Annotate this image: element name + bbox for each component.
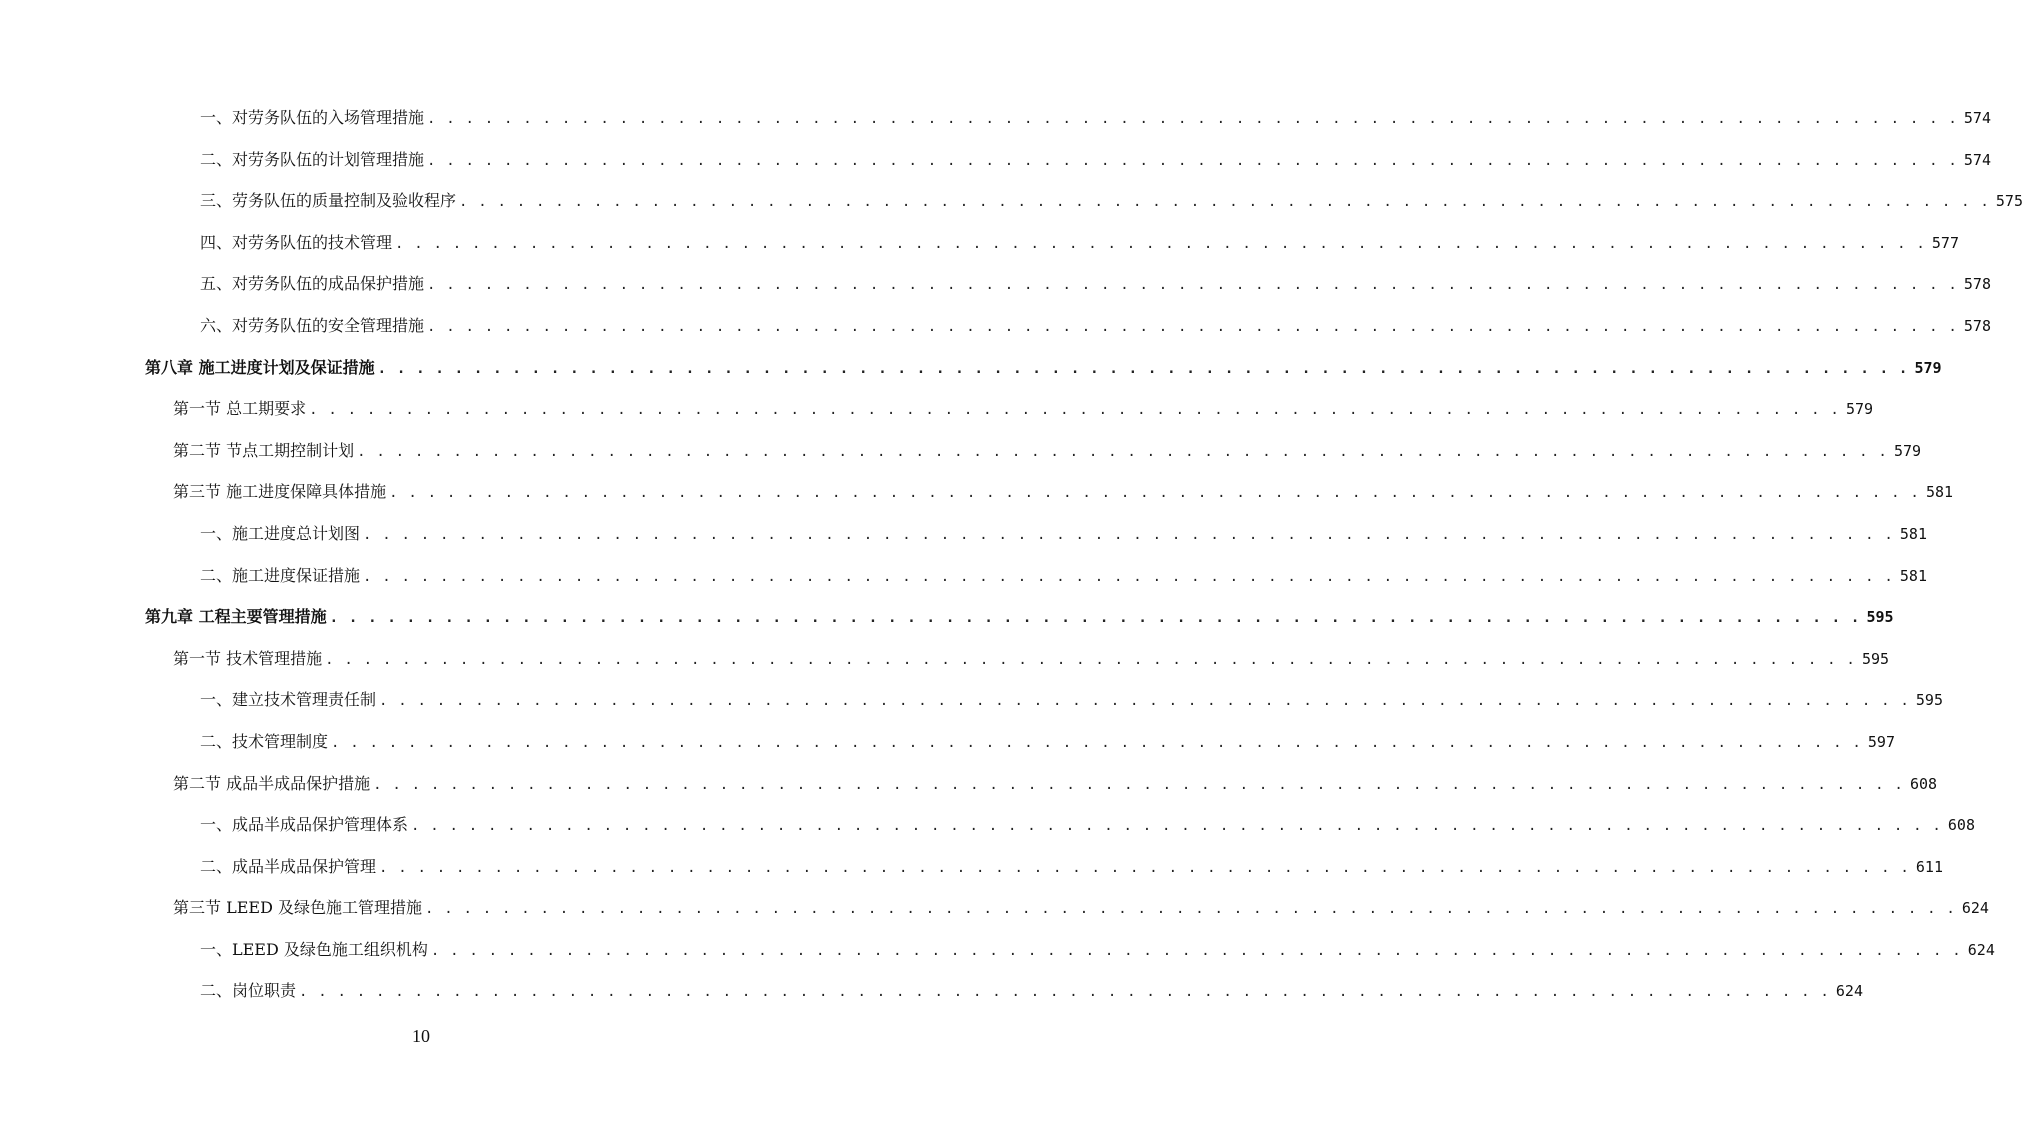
toc-entry-chapter[interactable]	[0, 347, 1942, 389]
table-of-contents	[0, 97, 2023, 1012]
toc-entry-title: 第三节 LEED 及绿色施工管理措施	[173, 898, 422, 918]
toc-entry-page: 577	[1931, 233, 1959, 252]
toc-entry-item[interactable]	[0, 679, 1943, 721]
dot-leader: . . . . . . . . . . . . . . . . . . . . . . . . . . . . . . . . . . . . . . . . . . . . . . . . . . . . . . . . . . . . . . . . . . . . . . . . . . . . . . . .	[427, 152, 1958, 169]
dot-leader: . . . . . . . . . . . . . . . . . . . . . . . . . . . . . . . . . . . . . . . . . . . . . . . . . . . . . . . . . . . . . . . . . . . . . . . . . . . . . . . .	[395, 235, 1926, 252]
toc-entry-title: 一、对劳务队伍的入场管理措施	[200, 108, 425, 127]
toc-entry-title: 一、施工进度总计划图	[200, 523, 361, 543]
toc-entry-title: 二、岗位职责	[200, 981, 297, 1001]
toc-entry-title: 二、对劳务队伍的计划管理措施	[200, 149, 425, 169]
toc-entry-section[interactable]	[0, 887, 1989, 929]
dot-leader: . . . . . . . . . . . . . . . . . . . . . . . . . . . . . . . . . . . . . . . . . . . . . . . . . . . . . . . . . . . . . . . . . . . . . . . . . . . . . . . .	[373, 776, 1905, 793]
toc-entry-title: 第一节 技术管理措施	[173, 648, 323, 668]
toc-entry-item[interactable]	[0, 263, 1991, 305]
toc-entry-item[interactable]	[0, 97, 1991, 139]
toc-entry-page: 595	[1861, 649, 1890, 668]
toc-entry-title: 第一节 总工期要求	[173, 399, 307, 419]
toc-entry-item[interactable]	[0, 929, 1995, 971]
dot-leader: . . . . . . . . . . . . . . . . . . . . . . . . . . . . . . . . . . . . . . . . . . . . . . . . . . . . . . . . . . . . . . . . . . . . . . . . . . . . . . . .	[427, 111, 1958, 127]
dot-leader: . . . . . . . . . . . . . . . . . . . . . . . . . . . . . . . . . . . . . . . . . . . . . . . . . . . . . . . . . . . . . . . . . . . . . . . . . . . . . . . .	[357, 443, 1889, 460]
toc-entry-title: 二、成品半成品保护管理	[200, 856, 377, 876]
dot-leader: . . . . . . . . . . . . . . . . . . . . . . . . . . . . . . . . . . . . . . . . . . . . . . . . . . . . . . . . . . . . . . . . . . . . . . . . . . . . . . . .	[299, 984, 1830, 1001]
toc-entry-section[interactable]	[0, 638, 1890, 680]
toc-entry-page: 624	[1961, 899, 1989, 918]
toc-entry-page: 579	[1914, 358, 1942, 377]
toc-entry-item[interactable]	[0, 804, 1975, 846]
toc-entry-item[interactable]	[0, 846, 1943, 888]
toc-entry-page: 608	[1947, 816, 1975, 835]
dot-leader: . . . . . . . . . . . . . . . . . . . . . . . . . . . . . . . . . . . . . . . . . . . . . . . . . . . . . . . . . . . . . . . . . . . . . . . . . . . . . . . .	[379, 693, 1910, 710]
toc-entry-page: 595	[1915, 691, 1943, 710]
toc-entry-chapter[interactable]	[0, 596, 1894, 638]
toc-entry-title: 第二节 成品半成品保护措施	[173, 773, 371, 793]
toc-entry-title: 四、对劳务队伍的技术管理	[200, 232, 393, 252]
toc-entry-section[interactable]	[0, 763, 1938, 805]
toc-entry-page: 595	[1866, 608, 1894, 627]
toc-entry-title: 二、技术管理制度	[200, 731, 329, 751]
dot-leader: . . . . . . . . . . . . . . . . . . . . . . . . . . . . . . . . . . . . . . . . . . . . . . . . . . . . . . . . . . . . . . . . . . . . . . . . . . . . . . . .	[379, 859, 1910, 876]
page-number: 10	[412, 1026, 430, 1046]
dot-leader: . . . . . . . . . . . . . . . . . . . . . . . . . . . . . . . . . . . . . . . . . . . . . . . . . . . . . . . . . . . . . . . . . . . . . . . . . . . . . . . .	[331, 734, 1862, 751]
toc-entry-page: 597	[1867, 732, 1895, 751]
toc-entry-title: 一、成品半成品保护管理体系	[200, 815, 409, 835]
toc-entry-title: 第八章 施工进度计划及保证措施	[145, 357, 375, 377]
toc-entry-item[interactable]	[0, 513, 1927, 555]
toc-entry-page: 581	[1899, 524, 1927, 543]
toc-entry-title: 第九章 工程主要管理措施	[145, 607, 327, 627]
dot-leader: . . . . . . . . . . . . . . . . . . . . . . . . . . . . . . . . . . . . . . . . . . . . . . . . . . . . . . . . . . . . . . . . . . . . . . . . . . . . . . . .	[329, 610, 1861, 627]
toc-entry-page: 624	[1967, 940, 1995, 959]
dot-leader: . . . . . . . . . . . . . . . . . . . . . . . . . . . . . . . . . . . . . . . . . . . . . . . . . . . . . . . . . . . . . . . . . . . . . . . . . . . . . . . .	[309, 402, 1841, 419]
dot-leader: . . . . . . . . . . . . . . . . . . . . . . . . . . . . . . . . . . . . . . . . . . . . . . . . . . . . . . . . . . . . . . . . . . . . . . . . . . . . . . . .	[459, 194, 1990, 211]
toc-entry-title: 一、建立技术管理责任制	[200, 690, 377, 710]
toc-entry-item[interactable]	[0, 555, 1927, 597]
toc-entry-title: 第二节 节点工期控制计划	[173, 440, 355, 460]
toc-entry-title: 第三节 施工进度保障具体措施	[173, 482, 387, 502]
toc-entry-item[interactable]	[0, 721, 1895, 763]
toc-entry-title: 三、劳务队伍的质量控制及验收程序	[200, 191, 457, 211]
toc-entry-item[interactable]	[0, 139, 1991, 181]
dot-leader: . . . . . . . . . . . . . . . . . . . . . . . . . . . . . . . . . . . . . . . . . . . . . . . . . . . . . . . . . . . . . . . . . . . . . . . . . . . . . . . .	[389, 485, 1921, 502]
toc-entry-title: 二、施工进度保证措施	[200, 565, 361, 585]
dot-leader: . . . . . . . . . . . . . . . . . . . . . . . . . . . . . . . . . . . . . . . . . . . . . . . . . . . . . . . . . . . . . . . . . . . . . . . . . . . . . . . .	[430, 942, 1962, 959]
toc-entry-item[interactable]	[0, 222, 1959, 264]
toc-entry-section[interactable]	[0, 471, 1954, 513]
toc-entry-page: 575	[1995, 192, 2023, 211]
toc-entry-section[interactable]	[0, 388, 1874, 430]
toc-entry-title: 六、对劳务队伍的安全管理措施	[200, 315, 425, 335]
dot-leader: . . . . . . . . . . . . . . . . . . . . . . . . . . . . . . . . . . . . . . . . . . . . . . . . . . . . . . . . . . . . . . . . . . . . . . . . . . . . . . . .	[425, 901, 1956, 918]
toc-entry-item[interactable]	[0, 305, 1991, 347]
toc-entry-page: 581	[1899, 566, 1927, 585]
toc-entry-item[interactable]	[0, 970, 1863, 1012]
toc-entry-title: 一、LEED 及绿色施工组织机构	[200, 939, 428, 959]
toc-entry-page: 574	[1963, 150, 1991, 169]
toc-entry-title: 五、对劳务队伍的成品保护措施	[200, 274, 425, 294]
toc-entry-page: 579	[1845, 400, 1874, 419]
dot-leader: . . . . . . . . . . . . . . . . . . . . . . . . . . . . . . . . . . . . . . . . . . . . . . . . . . . . . . . . . . . . . . . . . . . . . . . . . . . . . . . .	[325, 651, 1857, 668]
toc-entry-page: 608	[1909, 774, 1938, 793]
toc-entry-page: 574	[1963, 109, 1991, 127]
toc-entry-page: 624	[1835, 982, 1863, 1001]
dot-leader: . . . . . . . . . . . . . . . . . . . . . . . . . . . . . . . . . . . . . . . . . . . . . . . . . . . . . . . . . . . . . . . . . . . . . . . . . . . . . . . .	[411, 818, 1942, 835]
toc-entry-page: 611	[1915, 857, 1943, 876]
dot-leader: . . . . . . . . . . . . . . . . . . . . . . . . . . . . . . . . . . . . . . . . . . . . . . . . . . . . . . . . . . . . . . . . . . . . . . . . . . . . . . . .	[363, 526, 1894, 543]
dot-leader: . . . . . . . . . . . . . . . . . . . . . . . . . . . . . . . . . . . . . . . . . . . . . . . . . . . . . . . . . . . . . . . . . . . . . . . . . . . . . . . .	[427, 277, 1958, 294]
toc-entry-section[interactable]	[0, 430, 1922, 472]
toc-entry-page: 578	[1963, 316, 1991, 335]
dot-leader: . . . . . . . . . . . . . . . . . . . . . . . . . . . . . . . . . . . . . . . . . . . . . . . . . . . . . . . . . . . . . . . . . . . . . . . . . . . . . . . .	[377, 360, 1909, 377]
dot-leader: . . . . . . . . . . . . . . . . . . . . . . . . . . . . . . . . . . . . . . . . . . . . . . . . . . . . . . . . . . . . . . . . . . . . . . . . . . . . . . . .	[363, 568, 1894, 585]
toc-entry-page: 581	[1925, 483, 1954, 502]
toc-entry-item[interactable]	[0, 180, 2023, 222]
toc-entry-page: 579	[1893, 441, 1922, 460]
toc-entry-page: 578	[1963, 275, 1991, 294]
dot-leader: . . . . . . . . . . . . . . . . . . . . . . . . . . . . . . . . . . . . . . . . . . . . . . . . . . . . . . . . . . . . . . . . . . . . . . . . . . . . . . . .	[427, 318, 1958, 335]
